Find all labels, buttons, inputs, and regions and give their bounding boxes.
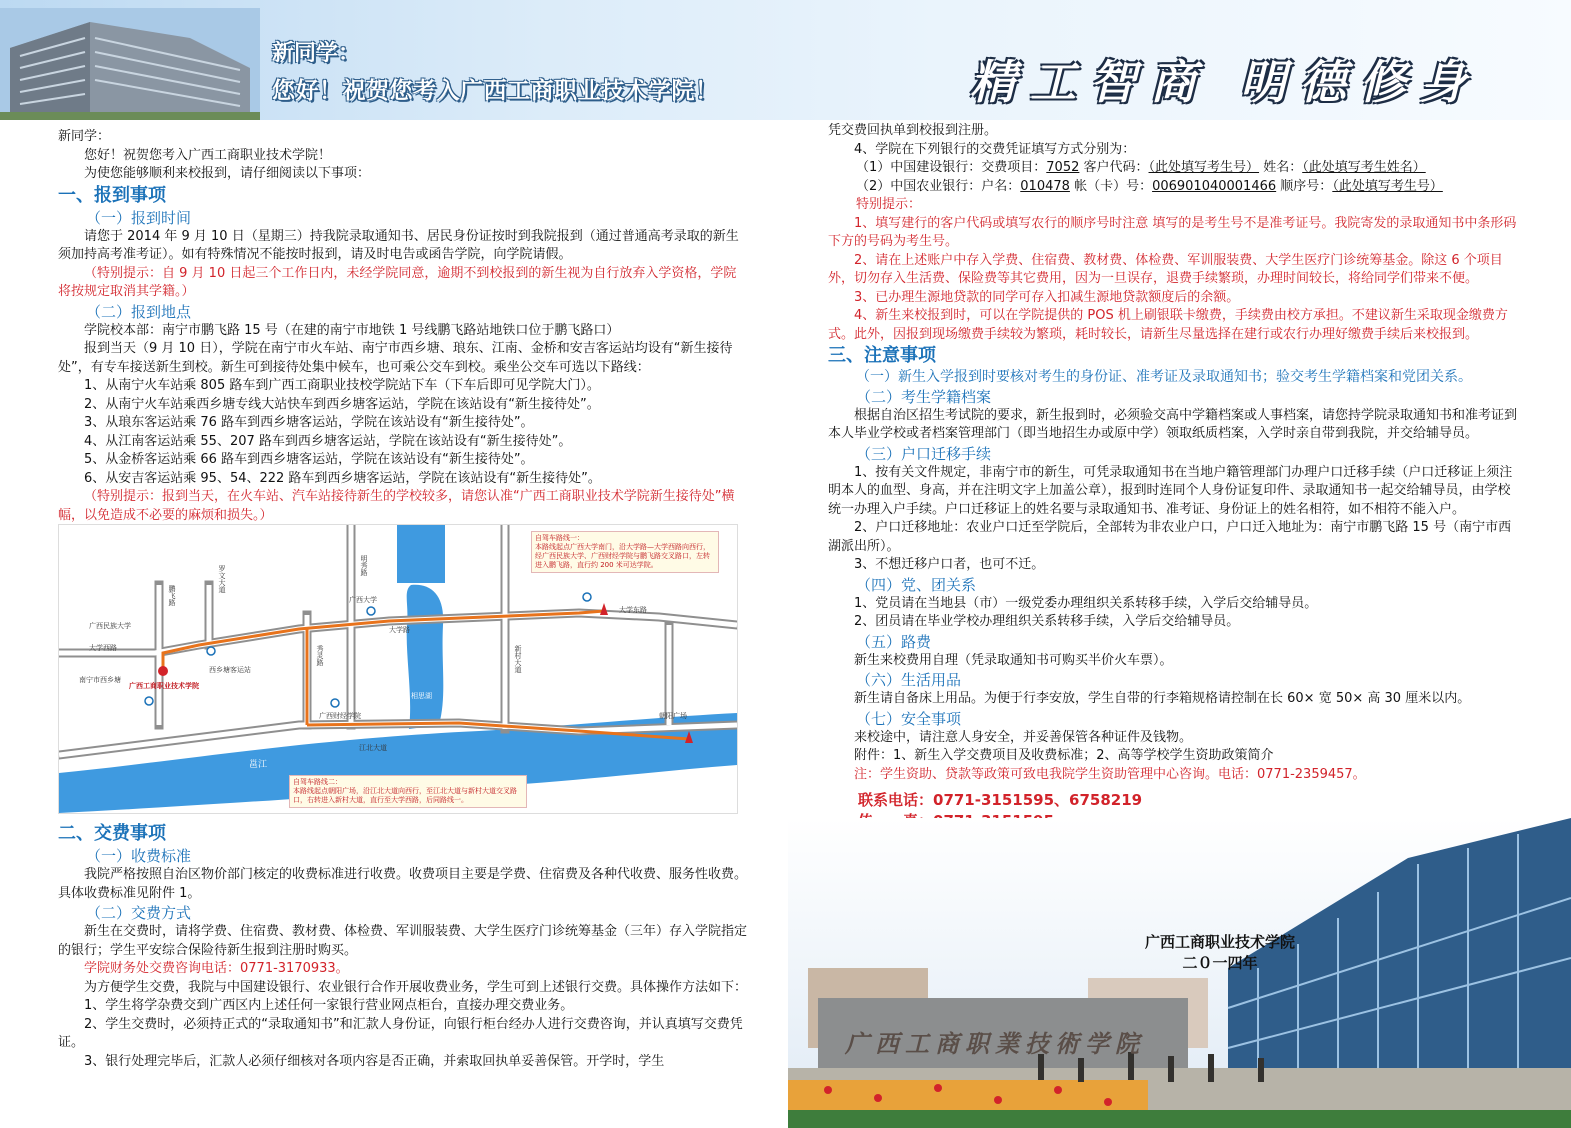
section3-3-title: （三）户口迁移手续 [856,444,992,463]
route-item: 1、从南宁火车站乘 805 路车到广西工商职业技校学院站下车（下车后即可见学院大门）。 [84,378,600,393]
section1-1-title: （一）报到时间 [86,208,192,227]
report-time-text: 请您于 2014 年 9 月 10 日（星期三）持我院录取通知书、居民身份证按时到我院报到（通过普通高考录取的新生须加持高考准考证）。如有特殊情况不能按时报到，请及时电告或函告学院，向学院请假。 [58,228,739,262]
payment-method-text2: 为方便学生交费，我院与中国建设银行、农业银行合作开展收费业务，学生可到上述银行交费。具体操作方法如下： [84,979,748,995]
section2-1-title: （一）收费标准 [86,847,192,865]
payment-step: 3、银行处理完毕后，汇款人必须仔细核对各项内容是否正确，并索取回执单妥善保管。开学时，学生 [84,1053,665,1069]
attachments: 附件：1、新生入学交费项目及收费标准；2、高等学校学生资助政策简介 [854,748,1274,763]
section3-4-title: （四）党、团关系 [856,575,977,594]
contact-phone: 联系电话：0771-3151595、6758219 [858,791,1143,809]
left-column-lower [58,822,748,1071]
banner-greeting-line1: 新同学： [272,40,361,66]
ccb-label: （1）中国建设银行：交费项目： [856,160,1047,175]
reception-text: 报到当天（9 月 10 日），学院在南宁市火车站、南宁市西乡塘、琅东、江南、金桥和安吉客运站均设有“新生接待处”，有专车接送新生到校。新生可到接待处集中候车，也可乘公交车到校。乘坐公交车可选以下路线： [58,341,733,375]
route-note-2-title: 自驾车路线二： [293,778,342,786]
signoff-school: 广西工商职业技术学院 [1144,933,1295,951]
driving-route-map [58,524,738,814]
abc-line [828,178,1518,197]
payment-step: 1、学生将学杂费交到广西区内上述任何一家银行营业网点柜台，直接办理交费业务。 [84,998,574,1013]
banner-greeting-line2: 您好！祝贺您考入广西工商职业技术学院！ [272,77,719,104]
signoff-year: 二０一四年 [1182,954,1258,972]
map-label: 南宁市西乡塘 [79,676,121,684]
map-label: 新村大道 [514,645,522,673]
route-item: 6、从安吉客运站乘 95、54、222 路车到西乡塘客运站，学院在该站设有“新生接待处”。 [84,470,601,486]
reception-warning: （特别提示：报到当天，在火车站、汽车站接待新生的学校较多，请您认准“广西工商职业技术学院新生接待处”横幅，以免造成不必要的麻烦和损失。） [58,489,735,523]
party-text: 2、团员请在毕业学校办理组织关系转移手续，入学后交给辅导员。 [854,614,1240,629]
route-note-1-text: 本路线起点广西大学南门，沿大学路—大学西路向西行，经广西民族大学、广西财经学院与鹏飞路交叉路口，左转进入鹏飞路，直行约 200 米可达学院。 [535,543,710,569]
payment-step: 2、学生交费时，必须持正式的“录取通知书”和汇款人身份证，向银行柜台经办人进行交费咨询，并认真填写交费凭证。 [58,1016,743,1050]
payment-continued: 凭交费回执单到校报到注册。 [828,123,998,138]
section1-title: 一、报到事项 [58,184,166,206]
header-banner [0,0,1571,120]
supplies-text: 新生请自备床上用品。为便于行李安放，学生自带的行李箱规格请控制在长 60× 宽 50× 高 30 厘米以内。 [854,691,1471,706]
section3-title: 三、注意事项 [828,345,936,366]
section3-1-title: （一）新生入学报到时要核对考生的身份证、准考证及录取通知书；验交考生学籍档案和党团关系。 [856,369,1472,385]
map-label: 明秀路 [360,555,368,576]
ccb-customer-code: （此处填写考生号） [1148,160,1260,175]
archive-text: 根据自治区招生考试院的要求，新生报到时，必须验交高中学籍档案或人事档案，请您持学院录取通知书和准考证到本人毕业学校或者档案管理部门（即当地招生办或原中学）领取纸质档案，入学时亲自带到我院，并交给辅导员。 [828,407,1518,441]
abc-label: （2）中国农业银行：户名： [856,178,1021,194]
map-label: 秀灵路 [316,645,324,666]
left-column [58,128,748,544]
ccb-item-code: 7052 [1046,160,1080,175]
map-label: 相思湖 [411,692,432,700]
map-label: 朝阳广场 [659,712,687,720]
gate-inscription: 广西工商职業技術学院 [845,1029,1145,1058]
section3-6-title: （六）生活用品 [856,671,962,689]
tip-item: 3、已办理生源地贷款的同学可存入扣减生源地贷款额度后的余额。 [854,289,1240,305]
abc-seq-value: （此处填写考生号） [1332,178,1443,194]
route-item: 2、从南宁火车站乘西乡塘专线大站快车到西乡塘客运站，学院在该站设有“新生接待处”。 [84,396,600,412]
ccb-line [828,159,1518,178]
bank-fill-intro: 4、学院在下列银行的交费凭证填写方式分别为： [854,141,1136,157]
abc-account-name: 010478 [1020,178,1070,194]
map-label: 西乡塘客运站 [209,666,251,674]
building-image [0,8,260,120]
salutation: 新同学： [58,129,111,144]
route-item: 3、从琅东客运站乘 76 路车到西乡塘客运站，学院在该站设有“新生接待处”。 [84,415,534,430]
section3-7-title: （七）安全事项 [856,709,962,728]
report-time-warning: （特别提示：自 9 月 10 日起三个工作日内，未经学院同意，逾期不到校报到的新生视为自行放弃入学资格，学院将按规定取消其学籍。） [58,265,737,299]
route-note-1 [531,531,719,573]
abc-card-number: 006901040001466 [1152,178,1277,194]
signoff [1120,932,1320,974]
intro-line1: 您好！祝贺您考入广西工商职业技术学院！ [84,147,332,163]
ccb-customer-label: 客户代码： [1083,160,1149,175]
safety-text: 来校途中，请注意人身安全，并妥善保管各种证件及钱物。 [854,729,1193,745]
map-label-school: 广西工商职业技术学院 [129,682,199,690]
tip-item: 2、请在上述账户中存入学费、住宿费、教材费、体检费、军训服装费、大学生医疗门诊统筹基金。除这 6 个项目外，切勿存入生活费、保险费等其它费用，因为一旦误存，退费手续繁琐，办理时间较长，将给同学们带来不便。 [828,252,1503,286]
hukou-text: 1、按有关文件规定，非南宁市的新生，可凭录取通知书在当地户籍管理部门办理户口迁移手续（户口迁移证上须注明本人的血型、身高，并在注明文字上加盖公章），报到时连同个人身份证复印件、录取通知书一起交给辅导员，由学校统一办理入户手续。户口迁移证上的姓名要与录取通知书、准考证、身份证上的姓名相符，如不相符不能入户。 [828,464,1513,517]
party-text: 1、党员请在当地县（市）一级党委办理组织关系转移手续，入学后交给辅导员。 [854,595,1318,611]
abc-seq-label: 顺序号： [1280,178,1333,194]
map-label: 鹏飞路 [168,585,176,606]
route-note-2 [289,775,527,808]
abc-card-label: 帐（卡）号： [1074,178,1153,194]
map-label: 大学东路 [619,606,647,614]
section3-2-title: （二）考生学籍档案 [856,387,992,406]
section2-title: 二、交费事项 [58,823,166,844]
payment-method-text: 新生在交费时，请将学费、住宿费、教材费、体检费、军训服装费、大学生医疗门诊统筹基金（三年）存入学院指定的银行；学生平安综合保险待新生报到注册时购买。 [58,924,748,958]
map-label: 罗文大道 [218,565,226,593]
map-label: 大学路 [389,626,410,634]
right-column [828,122,1518,832]
tip-item: 1、填写建行的客户代码或填写农行的顺序号时注意 填写的是考生号不是准考证号。我院寄发的录取通知书中条形码下方的号码为考生号。 [828,215,1517,249]
calligraphy-motto: 精工智商 明德修身 [970,55,1481,109]
ccb-name-label: 姓名： [1263,160,1303,175]
map-label: 大学西路 [89,644,117,652]
tip-item: 4、新生来校报到时，可以在学院提供的 POS 机上刷银联卡缴费，手续费由校方承担。不建议新生采取现金缴费方式。此外，因报到现场缴费手续较为繁琐，耗时较长，请新生尽量选择在建行或农行办理好缴费手续后来校报到。 [828,308,1508,342]
section2-2-title: （二）交费方式 [86,904,192,922]
finance-phone: 学院财务处交费咨询电话：0771-3170933。 [84,961,349,976]
fee-standard-text: 我院严格按照自治区物价部门核定的收费标准进行收费。收费项目主要是学费、住宿费及各种代收费、服务性收费。具体收费标准见附件 1。 [58,867,748,901]
section3-5-title: （五）路费 [856,632,932,651]
aid-note: 注：学生资助、贷款等政策可致电我院学生资助管理中心咨询。电话：0771-2359457。 [854,766,1366,782]
hukou-text: 3、不想迁移户口者，也可不迁。 [854,557,1045,572]
campus-address: 学院校本部：南宁市鹏飞路 15 号（在建的南宁市地铁 1 号线鹏飞路站地铁口位于鹏飞路口） [84,322,620,338]
map-label: 江北大道 [359,744,387,752]
map-label: 邕江 [249,760,268,770]
route-item: 4、从江南客运站乘 55、207 路车到西乡塘客运站，学院在该站设有“新生接待处”。 [84,433,572,449]
map-label: 广西大学 [349,596,377,604]
map-label: 广西民族大学 [89,622,131,630]
travel-text: 新生来校费用自理（凭录取通知书可购买半价火车票）。 [854,652,1173,668]
route-note-2-text: 本路线起点朝阳广场，沿江北大道向西行，至江北大道与新村大道交叉路口，右转进入新村大道，直行至大学西路，后同路线一。 [293,787,517,804]
ccb-name-value: （此处填写考生姓名） [1302,160,1426,175]
route-item: 5、从金桥客运站乘 66 路车到西乡塘客运站，学院在该站设有“新生接待处”。 [84,452,534,467]
map-label: 广西财经学院 [319,712,361,720]
route-note-1-title: 自驾车路线一： [535,534,584,542]
section1-2-title: （二）报到地点 [86,302,192,321]
tips-title: 特别提示： [856,197,922,212]
intro-line2: 为使您能够顺利来校报到，请仔细阅读以下事项： [84,166,371,181]
hukou-text: 2、户口迁移地址：农业户口迁至学院后，全部转为非农业户口，户口迁入地址为：南宁市鹏飞路 15 号（南宁市西湖派出所）。 [828,520,1512,554]
